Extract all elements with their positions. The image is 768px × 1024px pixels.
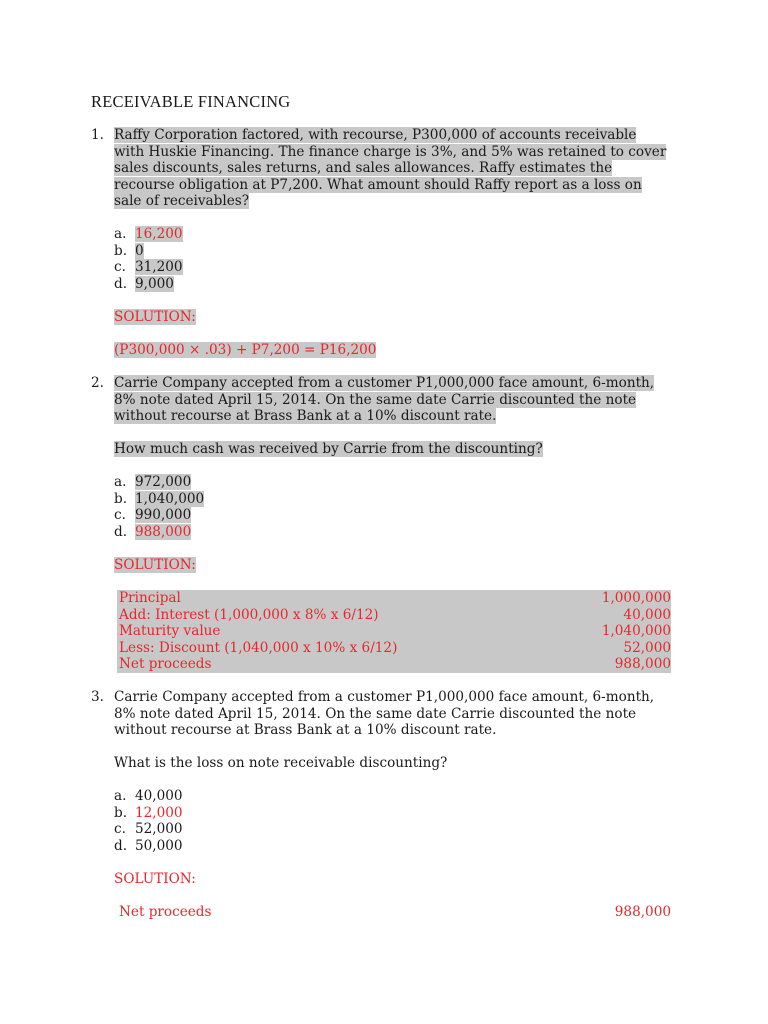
q3-question: What is the loss on note receivable discounting? bbox=[114, 755, 448, 771]
q3-line-2: 8% note dated April 15, 2014. On the same date Carrie discounted the note bbox=[114, 706, 637, 722]
q2-line-3: without recourse at Brass Bank at a 10% discount rate. bbox=[114, 408, 497, 424]
q1-line-3: sales discounts, sales returns, and sales allowances. Raffy estimates the bbox=[114, 160, 613, 176]
q1-option-a: 16,200 bbox=[135, 226, 183, 242]
q2-option-d: 988,000 bbox=[135, 524, 192, 540]
q3-table-label-1: Net proceeds bbox=[119, 904, 212, 920]
q2-table-amount-5: 988,000 bbox=[614, 656, 671, 672]
q2-table-label-5: Net proceeds bbox=[119, 656, 212, 672]
q3-option-a: 40,000 bbox=[135, 788, 183, 804]
q1-line-5: sale of receivables? bbox=[114, 193, 250, 209]
q2-option-b: 1,040,000 bbox=[135, 491, 205, 507]
q1-solution: (P300,000 × .03) + P7,200 = P16,200 bbox=[114, 342, 377, 358]
q3-solution-label: SOLUTION: bbox=[114, 871, 196, 887]
q1-option-c: 31,200 bbox=[135, 259, 183, 275]
q1-line-4: recourse obligation at P7,200. What amount should Raffy report as a loss on bbox=[114, 177, 642, 193]
document-title: RECEIVABLE FINANCING bbox=[91, 92, 291, 111]
q1-option-b-letter: b. bbox=[114, 243, 128, 259]
q3-line-3: without recourse at Brass Bank at a 10% discount rate. bbox=[114, 722, 497, 738]
q3-option-d-letter: d. bbox=[114, 838, 128, 854]
q1-option-d-letter: d. bbox=[114, 276, 128, 292]
q3-option-d: 50,000 bbox=[135, 838, 183, 854]
q2-table-amount-1: 1,000,000 bbox=[601, 590, 671, 606]
q2-question: How much cash was received by Carrie from the discounting? bbox=[114, 441, 543, 457]
q2-table-amount-3: 1,040,000 bbox=[601, 623, 671, 639]
q2-table-label-4: Less: Discount (1,040,000 x 10% x 6/12) bbox=[119, 640, 398, 656]
q3-option-a-letter: a. bbox=[114, 788, 127, 804]
q3-option-c-letter: c. bbox=[114, 821, 126, 837]
q2-option-a: 972,000 bbox=[135, 474, 192, 490]
q1-option-d: 9,000 bbox=[135, 276, 174, 292]
q2-table-label-1: Principal bbox=[119, 590, 181, 606]
q3-number: 3. bbox=[91, 689, 104, 705]
q2-solution-label: SOLUTION: bbox=[114, 557, 196, 573]
q2-option-a-letter: a. bbox=[114, 474, 127, 490]
q3-option-b-letter: b. bbox=[114, 805, 128, 821]
q1-solution-label: SOLUTION: bbox=[114, 309, 196, 325]
q1-number: 1. bbox=[91, 127, 104, 143]
q1-line-1: Raffy Corporation factored, with recourse, P300,000 of accounts receivable bbox=[114, 127, 637, 143]
q2-option-b-letter: b. bbox=[114, 491, 128, 507]
q1-option-c-letter: c. bbox=[114, 259, 126, 275]
q2-option-c-letter: c. bbox=[114, 507, 126, 523]
q2-line-1: Carrie Company accepted from a customer P1,000,000 face amount, 6-month, bbox=[114, 375, 655, 391]
q2-table-label-3: Maturity value bbox=[119, 623, 221, 639]
q2-table-amount-2: 40,000 bbox=[623, 607, 671, 623]
q2-table-label-2: Add: Interest (1,000,000 x 8% x 6/12) bbox=[119, 607, 379, 623]
q3-table-amount-1: 988,000 bbox=[614, 904, 671, 920]
q2-option-d-letter: d. bbox=[114, 524, 128, 540]
q2-line-2: 8% note dated April 15, 2014. On the same date Carrie discounted the note bbox=[114, 392, 637, 408]
q2-number: 2. bbox=[91, 375, 104, 391]
q2-table-amount-4: 52,000 bbox=[623, 640, 671, 656]
q2-option-c: 990,000 bbox=[135, 507, 192, 523]
q3-option-b: 12,000 bbox=[135, 805, 183, 821]
q3-line-1: Carrie Company accepted from a customer P1,000,000 face amount, 6-month, bbox=[114, 689, 655, 705]
q3-option-c: 52,000 bbox=[135, 821, 183, 837]
q1-option-b: 0 bbox=[135, 243, 144, 259]
q1-line-2: with Huskie Financing. The finance charge is 3%, and 5% was retained to cover bbox=[114, 144, 667, 160]
q1-option-a-letter: a. bbox=[114, 226, 127, 242]
